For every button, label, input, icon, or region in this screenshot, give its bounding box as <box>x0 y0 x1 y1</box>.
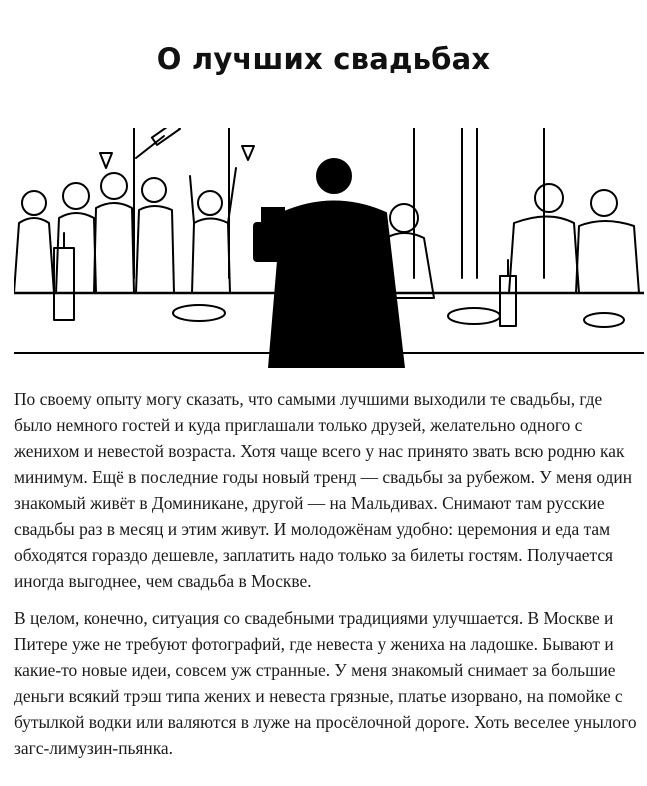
article-paragraph-2: В целом, конечно, ситуация со свадебными традициями улучшается. В Москве и Питере уже не требуют фотографий, где невеста у жениха на ладошке. Бывают и какие-то новые идеи, совсем уж странные. У меня знакомый снимает за большие деньги всякий трэш типа жених и невеста грязные, платье изорвано, на помойке с бутылкой водки или валяются в луже на просёлочной дороге. Хоть веселее унылого загс-лимузин-пьянка. <box>14 608 637 758</box>
article-paragraph-1: По своему опыту могу сказать, что самыми лучшими выходили те свадьбы, где было немного гостей и куда приглашали только друзей, желательно одного с женихом и невестой возраста. Хотя чаще всего у нас принято звать всю родню как минимум. Ещё в последние годы новый тренд — свадьбы за рубежом. У меня один знакомый живёт в Доминикане, другой — на Мальдивах. Снимают там русские свадьбы раз в месяц и этим живут. И молодожёнам удобно: церемония и еда там обходятся гораздо дешевле, заплатить надо только за билеты гостям. Получается иногда выгоднее, чем свадьба в Москве. <box>14 389 633 591</box>
page-title: О лучших свадьбах <box>156 42 491 76</box>
wedding-party-illustration <box>14 128 644 368</box>
